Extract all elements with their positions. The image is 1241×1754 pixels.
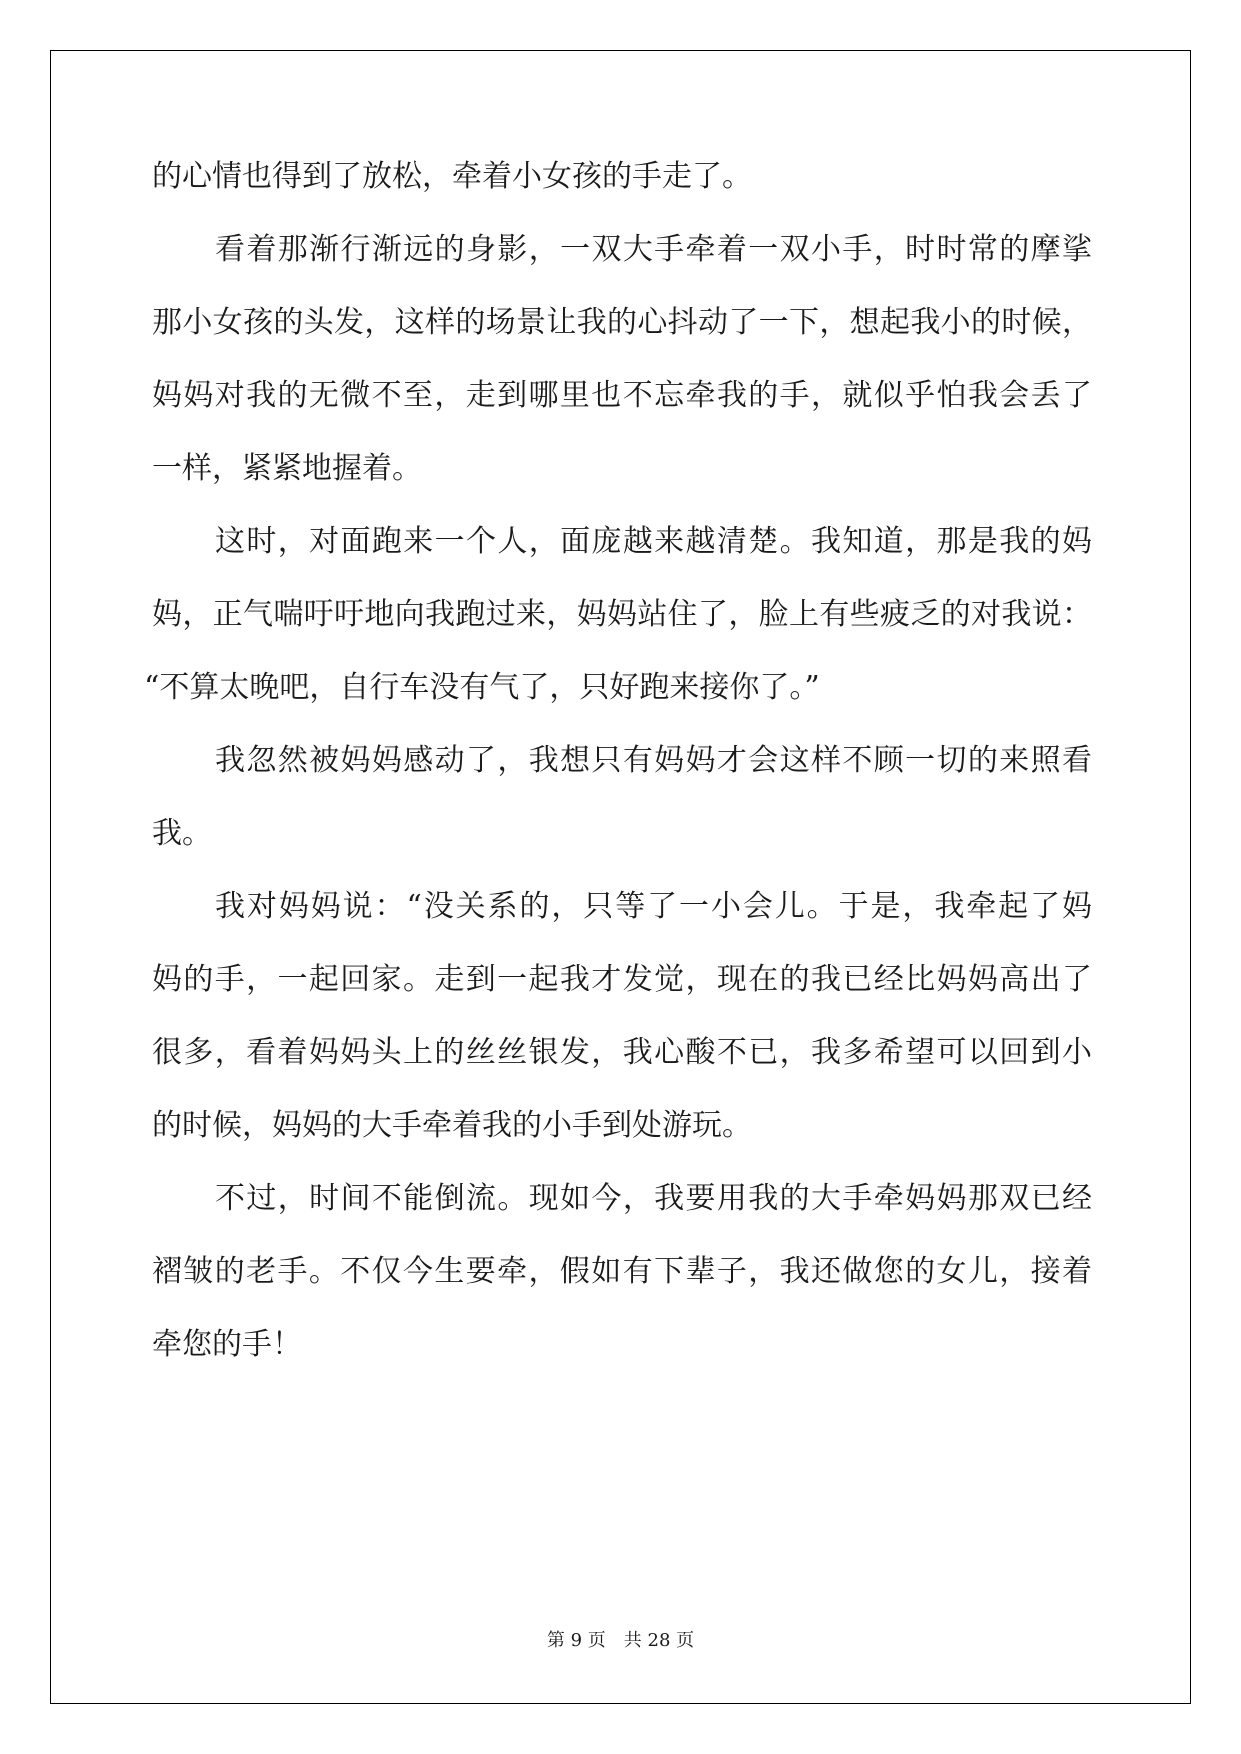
text-line: 妈的手，一起回家。走到一起我才发觉，现在的我已经比妈妈高出了 bbox=[152, 962, 1092, 997]
page-border bbox=[50, 50, 1191, 1704]
text-line: 这时，对面跑来一个人，面庞越来越清楚。我知道，那是我的妈 bbox=[215, 524, 1092, 559]
text-line: 褶皱的老手。不仅今生要牵，假如有下辈子，我还做您的女儿，接着 bbox=[152, 1254, 1092, 1289]
text-line: 很多，看着妈妈头上的丝丝银发，我心酸不已，我多希望可以回到小 bbox=[152, 1035, 1092, 1070]
text-line: 那小女孩的头发，这样的场景让我的心抖动了一下，想起我小的时候， bbox=[152, 305, 1092, 340]
text-line: “不算太晚吧，自行车没有气了，只好跑来接你了。” bbox=[144, 670, 820, 705]
text-line: 一样，紧紧地握着。 bbox=[152, 451, 422, 486]
text-line: 妈妈对我的无微不至，走到哪里也不忘牵我的手，就似乎怕我会丢了 bbox=[152, 378, 1092, 413]
text-line: 我。 bbox=[152, 816, 212, 851]
page-number-footer: 第 9 页 共 28 页 bbox=[546, 1630, 695, 1651]
text-line: 不过，时间不能倒流。现如今，我要用我的大手牵妈妈那双已经 bbox=[215, 1181, 1092, 1216]
text-line: 的心情也得到了放松，牵着小女孩的手走了。 bbox=[152, 159, 752, 194]
text-line: 我对妈妈说：“没关系的，只等了一小会儿。于是，我牵起了妈 bbox=[215, 889, 1092, 924]
text-line: 牵您的手！ bbox=[152, 1327, 302, 1362]
text-line: 的时候，妈妈的大手牵着我的小手到处游玩。 bbox=[152, 1108, 752, 1143]
text-line: 看着那渐行渐远的身影，一双大手牵着一双小手，时时常的摩挲 bbox=[215, 232, 1092, 267]
text-line: 妈，正气喘吁吁地向我跑过来，妈妈站住了，脸上有些疲乏的对我说： bbox=[152, 597, 1092, 632]
text-line: 我忽然被妈妈感动了，我想只有妈妈才会这样不顾一切的来照看 bbox=[215, 743, 1092, 778]
